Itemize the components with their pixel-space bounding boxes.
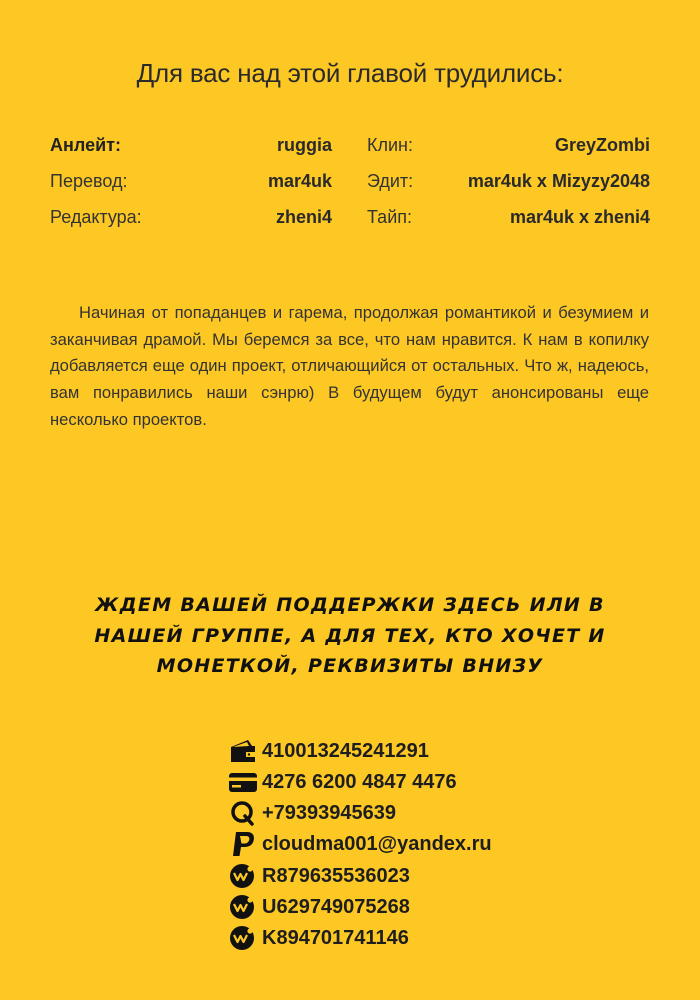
credit-row-cleaning bbox=[367, 133, 650, 157]
payment-item-paypal bbox=[228, 829, 548, 857]
payment-item-yoomoney bbox=[228, 736, 548, 764]
payment-item-webmoney-u bbox=[228, 892, 548, 920]
intro-paragraph: Начиная от попаданцев и гарема, продолжая романтикой и безумием и заканчивая драмой. Мы беремся за все, что нам нравится. К нам в копилку добавляется еще один проект, отличающийся от остальных. Что ж, надеюсь, вам понравились наши сэнрю) В будущем будут анонсированы еще несколько проектов. bbox=[50, 303, 649, 429]
payment-value: +79393945639 bbox=[262, 802, 397, 824]
payment-value: 4276 6200 4847 4476 bbox=[262, 771, 457, 793]
qiwi-icon bbox=[228, 800, 258, 826]
credit-label: Эдит: bbox=[367, 171, 414, 191]
credit-row-editing bbox=[50, 205, 332, 229]
credit-label: Редактура: bbox=[50, 207, 142, 227]
payment-item-webmoney-k bbox=[228, 923, 548, 951]
credit-label: Клин: bbox=[367, 135, 413, 155]
yoomoney-wallet-icon bbox=[228, 738, 258, 764]
credit-row-edit bbox=[367, 169, 650, 193]
credit-row-translation bbox=[50, 169, 332, 193]
page-title: Для вас над этой главой трудились: bbox=[136, 58, 564, 88]
credit-value: zheni4 bbox=[275, 207, 332, 227]
paypal-icon bbox=[228, 831, 258, 857]
credit-value: mar4uk x Mizyzy2048 bbox=[467, 171, 650, 191]
credits-section bbox=[50, 133, 650, 243]
credit-label: Перевод: bbox=[50, 171, 128, 191]
payment-value: K894701741146 bbox=[262, 927, 409, 949]
payment-value: cloudma001@yandex.ru bbox=[262, 833, 492, 855]
payment-value: U629749075268 bbox=[262, 896, 410, 918]
credit-value: ruggia bbox=[276, 135, 332, 155]
credit-label: Тайп: bbox=[367, 207, 412, 227]
webmoney-icon bbox=[228, 925, 258, 951]
credit-value: mar4uk x zheni4 bbox=[509, 207, 650, 227]
payment-item-webmoney-r bbox=[228, 861, 548, 889]
payment-value: 410013245241291 bbox=[262, 740, 429, 762]
payment-item-bank-card bbox=[228, 767, 548, 795]
credit-row-translation-source bbox=[50, 133, 332, 157]
payment-value: R879635536023 bbox=[262, 865, 410, 887]
credit-label: Анлейт: bbox=[50, 135, 121, 155]
credit-row-typesetting bbox=[367, 205, 650, 229]
credit-value: GreyZombi bbox=[554, 135, 650, 155]
credit-value: mar4uk bbox=[267, 171, 332, 191]
bank-card-icon bbox=[228, 769, 258, 795]
webmoney-icon bbox=[228, 863, 258, 889]
support-callout: ЖДЕМ ВАШЕЙ ПОДДЕРЖКИ ЗДЕСЬ ИЛИ В НАШЕЙ ГРУППЕ, А ДЛЯ ТЕХ, КТО ХОЧЕТ И МОНЕТКОЙ, РЕКВИЗИТЫ ВНИЗУ bbox=[94, 594, 606, 677]
webmoney-icon bbox=[228, 894, 258, 920]
payment-item-qiwi bbox=[228, 798, 548, 826]
